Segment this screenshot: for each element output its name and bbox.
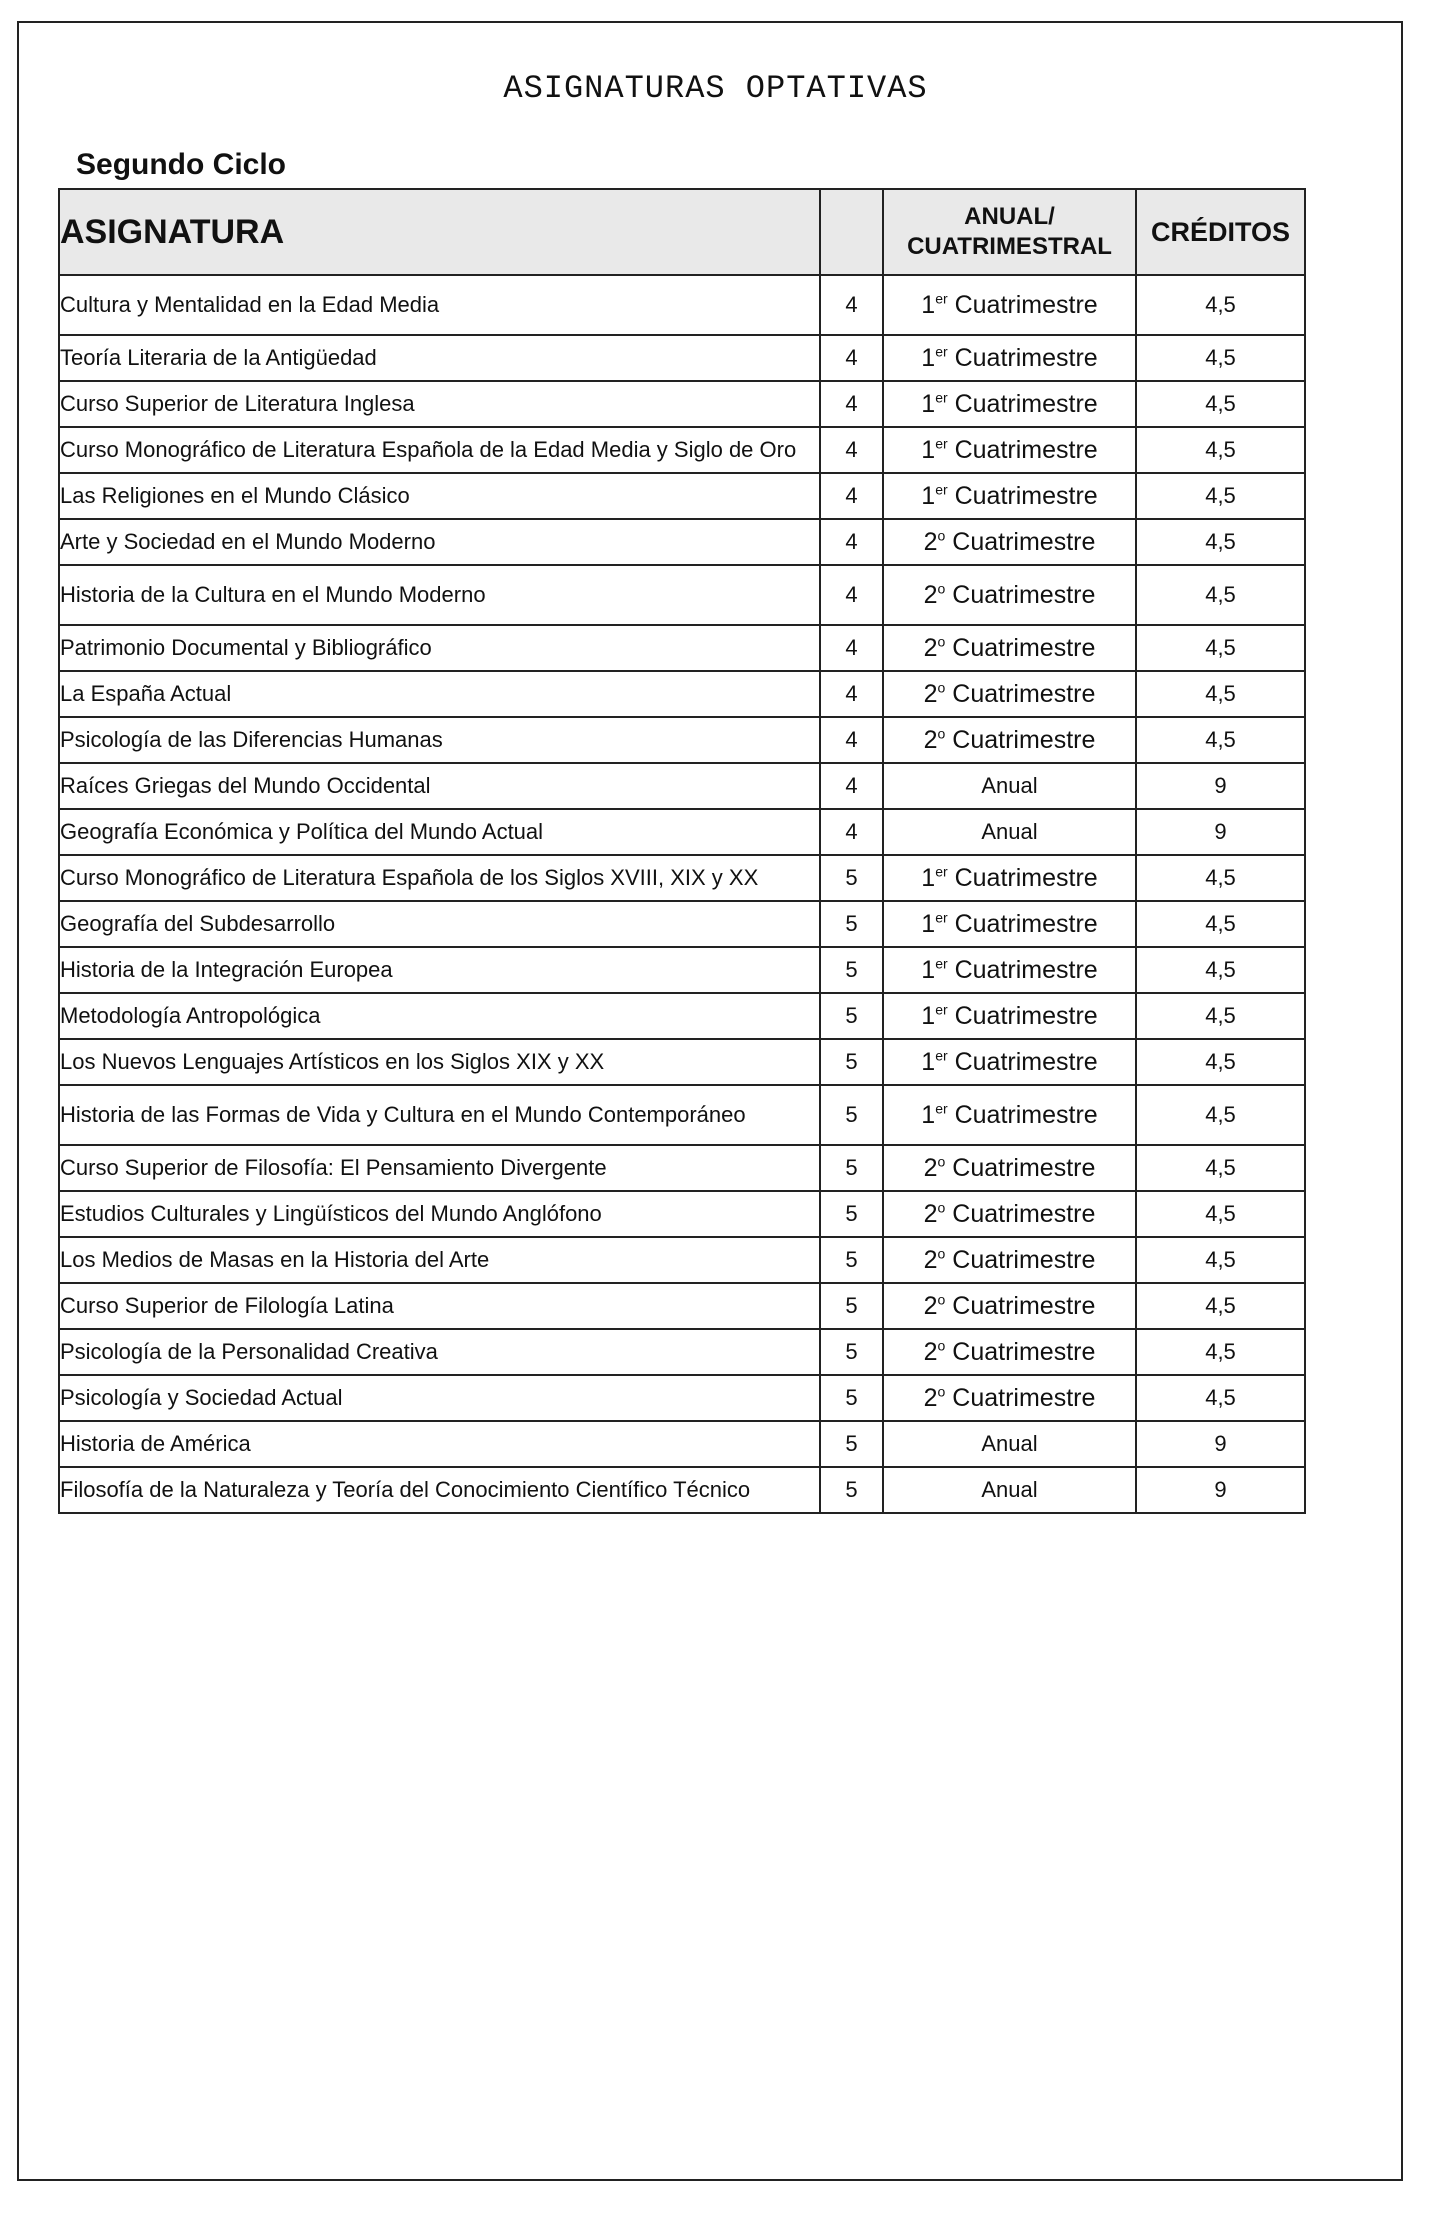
subject-cell: Psicología y Sociedad Actual (59, 1375, 820, 1421)
period-number: 2 (923, 1291, 938, 1320)
period-number: 2 (923, 633, 938, 662)
period-text: Cuatrimestre (947, 909, 1098, 938)
period-text: Cuatrimestre (945, 679, 1096, 708)
period-number: 1 (921, 1047, 936, 1076)
table-row (59, 763, 1305, 809)
subject-cell: Historia de la Integración Europea (59, 947, 820, 993)
period-cell (883, 335, 1136, 381)
year-cell: 5 (820, 1039, 883, 1085)
period-cell (883, 625, 1136, 671)
period-text: Cuatrimestre (947, 435, 1098, 464)
period-ordinal-suffix: o (937, 1153, 946, 1170)
period-text: Cuatrimestre (947, 389, 1098, 418)
credits-cell: 4,5 (1136, 901, 1305, 947)
period-text: Cuatrimestre (947, 481, 1098, 510)
table-row (59, 335, 1305, 381)
year-cell: 5 (820, 1329, 883, 1375)
year-cell: 4 (820, 473, 883, 519)
period-text: Cuatrimestre (945, 1153, 1096, 1182)
table-row (59, 473, 1305, 519)
subject-cell: Estudios Culturales y Lingüísticos del Mundo Anglófono (59, 1191, 820, 1237)
subject-cell: Patrimonio Documental y Bibliográfico (59, 625, 820, 671)
header-subject: ASIGNATURA (59, 189, 820, 275)
period-cell (883, 381, 1136, 427)
table-row (59, 671, 1305, 717)
period-number: 1 (921, 909, 936, 938)
credits-cell: 4,5 (1136, 275, 1305, 335)
period-text: Cuatrimestre (947, 1047, 1098, 1076)
credits-cell: 4,5 (1136, 1039, 1305, 1085)
period-ordinal-suffix: er (935, 343, 948, 360)
period-number: 1 (921, 389, 936, 418)
period-cell (883, 1375, 1136, 1421)
credits-cell: 4,5 (1136, 335, 1305, 381)
table-row (59, 1283, 1305, 1329)
period-number: 2 (923, 725, 938, 754)
year-cell: 5 (820, 993, 883, 1039)
subject-cell: Curso Superior de Filología Latina (59, 1283, 820, 1329)
year-cell: 5 (820, 1283, 883, 1329)
table-row (59, 381, 1305, 427)
year-cell: 5 (820, 1237, 883, 1283)
year-cell: 4 (820, 671, 883, 717)
year-cell: 4 (820, 381, 883, 427)
subject-cell: Los Medios de Masas en la Historia del Arte (59, 1237, 820, 1283)
subject-cell: Teoría Literaria de la Antigüedad (59, 335, 820, 381)
period-ordinal-suffix: er (935, 290, 948, 307)
year-cell: 5 (820, 947, 883, 993)
period-ordinal-suffix: er (935, 955, 948, 972)
table-row (59, 1375, 1305, 1421)
period-number: 1 (921, 343, 936, 372)
period-cell (883, 1191, 1136, 1237)
period-ordinal-suffix: er (935, 481, 948, 498)
period-text: Cuatrimestre (947, 1100, 1098, 1129)
period-ordinal-suffix: o (937, 1291, 946, 1308)
period-cell (883, 275, 1136, 335)
year-cell: 5 (820, 855, 883, 901)
table-row (59, 1039, 1305, 1085)
period-text: Cuatrimestre (945, 633, 1096, 662)
period-ordinal-suffix: er (935, 1001, 948, 1018)
period-text: Anual (981, 819, 1038, 844)
period-cell (883, 1145, 1136, 1191)
period-text: Cuatrimestre (947, 290, 1098, 319)
table-row (59, 901, 1305, 947)
period-text: Cuatrimestre (945, 580, 1096, 609)
period-number: 1 (921, 290, 936, 319)
period-ordinal-suffix: o (937, 527, 946, 544)
subjects-table (58, 188, 1306, 1514)
credits-cell: 9 (1136, 763, 1305, 809)
year-cell: 4 (820, 519, 883, 565)
credits-cell: 4,5 (1136, 1145, 1305, 1191)
table-row (59, 1145, 1305, 1191)
period-ordinal-suffix: er (935, 1047, 948, 1064)
period-ordinal-suffix: o (937, 633, 946, 650)
period-ordinal-suffix: o (937, 1337, 946, 1354)
period-number: 1 (921, 1100, 936, 1129)
header-period-line2: CUATRIMESTRAL (907, 233, 1112, 260)
period-number: 2 (923, 1245, 938, 1274)
period-text: Cuatrimestre (947, 955, 1098, 984)
header-period (883, 189, 1136, 275)
credits-cell: 9 (1136, 809, 1305, 855)
period-ordinal-suffix: o (937, 679, 946, 696)
year-cell: 4 (820, 565, 883, 625)
period-text: Anual (981, 1477, 1038, 1502)
period-cell (883, 565, 1136, 625)
subject-cell: Psicología de la Personalidad Creativa (59, 1329, 820, 1375)
period-number: 2 (923, 1199, 938, 1228)
table-row (59, 275, 1305, 335)
subject-cell: Curso Superior de Filosofía: El Pensamiento Divergente (59, 1145, 820, 1191)
year-cell: 4 (820, 809, 883, 855)
credits-cell: 4,5 (1136, 1237, 1305, 1283)
credits-cell: 9 (1136, 1467, 1305, 1513)
period-number: 2 (923, 1337, 938, 1366)
subject-cell: Arte y Sociedad en el Mundo Moderno (59, 519, 820, 565)
period-cell (883, 1421, 1136, 1467)
period-cell (883, 473, 1136, 519)
period-number: 2 (923, 580, 938, 609)
table-row (59, 1421, 1305, 1467)
period-number: 1 (921, 435, 936, 464)
period-number: 2 (923, 527, 938, 556)
credits-cell: 4,5 (1136, 427, 1305, 473)
period-number: 1 (921, 481, 936, 510)
period-cell (883, 809, 1136, 855)
subject-cell: Historia de la Cultura en el Mundo Moderno (59, 565, 820, 625)
year-cell: 4 (820, 335, 883, 381)
period-ordinal-suffix: er (935, 1100, 948, 1117)
credits-cell: 4,5 (1136, 625, 1305, 671)
period-cell (883, 1039, 1136, 1085)
subject-cell: Filosofía de la Naturaleza y Teoría del Conocimiento Científico Técnico (59, 1467, 820, 1513)
subject-cell: La España Actual (59, 671, 820, 717)
credits-cell: 9 (1136, 1421, 1305, 1467)
period-cell (883, 947, 1136, 993)
period-text: Cuatrimestre (947, 343, 1098, 372)
period-cell (883, 993, 1136, 1039)
period-ordinal-suffix: er (935, 909, 948, 926)
table-row (59, 993, 1305, 1039)
table-row (59, 1329, 1305, 1375)
period-cell (883, 717, 1136, 763)
period-text: Cuatrimestre (947, 1001, 1098, 1030)
table-row (59, 1237, 1305, 1283)
subject-cell: Psicología de las Diferencias Humanas (59, 717, 820, 763)
subject-cell: Metodología Antropológica (59, 993, 820, 1039)
section-title: Segundo Ciclo (76, 148, 286, 181)
table-row (59, 717, 1305, 763)
subject-cell: Curso Monográfico de Literatura Española de los Siglos XVIII, XIX y XX (59, 855, 820, 901)
period-ordinal-suffix: o (937, 580, 946, 597)
credits-cell: 4,5 (1136, 717, 1305, 763)
credits-cell: 4,5 (1136, 993, 1305, 1039)
period-text: Cuatrimestre (945, 1337, 1096, 1366)
year-cell: 5 (820, 901, 883, 947)
period-number: 1 (921, 1001, 936, 1030)
period-cell (883, 855, 1136, 901)
year-cell: 5 (820, 1467, 883, 1513)
period-ordinal-suffix: o (937, 1199, 946, 1216)
credits-cell: 4,5 (1136, 1375, 1305, 1421)
period-number: 2 (923, 1383, 938, 1412)
period-cell (883, 1237, 1136, 1283)
table-row (59, 427, 1305, 473)
year-cell: 4 (820, 717, 883, 763)
subject-cell: Historia de las Formas de Vida y Cultura en el Mundo Contemporáneo (59, 1085, 820, 1145)
period-number: 1 (921, 863, 936, 892)
period-ordinal-suffix: o (937, 1245, 946, 1262)
credits-cell: 4,5 (1136, 1191, 1305, 1237)
period-cell (883, 1283, 1136, 1329)
table-row (59, 809, 1305, 855)
period-text: Anual (981, 773, 1038, 798)
period-cell (883, 1467, 1136, 1513)
credits-cell: 4,5 (1136, 1283, 1305, 1329)
period-cell (883, 1085, 1136, 1145)
year-cell: 4 (820, 763, 883, 809)
credits-cell: 4,5 (1136, 947, 1305, 993)
credits-cell: 4,5 (1136, 671, 1305, 717)
period-cell (883, 901, 1136, 947)
period-cell (883, 427, 1136, 473)
credits-cell: 4,5 (1136, 1329, 1305, 1375)
subject-cell: Raíces Griegas del Mundo Occidental (59, 763, 820, 809)
period-text: Cuatrimestre (945, 1199, 1096, 1228)
period-text: Cuatrimestre (945, 725, 1096, 754)
table-row (59, 625, 1305, 671)
period-cell (883, 671, 1136, 717)
header-period-line1: ANUAL/ (964, 203, 1055, 230)
table-row (59, 1467, 1305, 1513)
period-ordinal-suffix: o (937, 1383, 946, 1400)
period-ordinal-suffix: er (935, 435, 948, 452)
year-cell: 5 (820, 1145, 883, 1191)
header-credits: CRÉDITOS (1136, 189, 1305, 275)
period-cell (883, 519, 1136, 565)
subject-cell: Cultura y Mentalidad en la Edad Media (59, 275, 820, 335)
credits-cell: 4,5 (1136, 855, 1305, 901)
header-year (820, 189, 883, 275)
period-number: 2 (923, 1153, 938, 1182)
table-row (59, 855, 1305, 901)
period-text: Cuatrimestre (945, 527, 1096, 556)
period-text: Cuatrimestre (945, 1383, 1096, 1412)
subject-cell: Geografía del Subdesarrollo (59, 901, 820, 947)
subject-cell: Curso Superior de Literatura Inglesa (59, 381, 820, 427)
year-cell: 5 (820, 1375, 883, 1421)
period-ordinal-suffix: er (935, 389, 948, 406)
table-row (59, 1191, 1305, 1237)
period-text: Anual (981, 1431, 1038, 1456)
table-row (59, 565, 1305, 625)
subject-cell: Las Religiones en el Mundo Clásico (59, 473, 820, 519)
subject-cell: Geografía Económica y Política del Mundo Actual (59, 809, 820, 855)
subject-cell: Curso Monográfico de Literatura Española de la Edad Media y Siglo de Oro (59, 427, 820, 473)
year-cell: 4 (820, 275, 883, 335)
table-row (59, 519, 1305, 565)
year-cell: 4 (820, 625, 883, 671)
credits-cell: 4,5 (1136, 381, 1305, 427)
table-row (59, 1085, 1305, 1145)
table-header-row (59, 189, 1305, 275)
year-cell: 4 (820, 427, 883, 473)
period-text: Cuatrimestre (947, 863, 1098, 892)
period-ordinal-suffix: o (937, 725, 946, 742)
period-text: Cuatrimestre (945, 1245, 1096, 1274)
table-body (59, 275, 1305, 1513)
period-number: 2 (923, 679, 938, 708)
year-cell: 5 (820, 1085, 883, 1145)
period-ordinal-suffix: er (935, 863, 948, 880)
period-text: Cuatrimestre (945, 1291, 1096, 1320)
credits-cell: 4,5 (1136, 565, 1305, 625)
document-title: ASIGNATURAS OPTATIVAS (503, 70, 928, 107)
period-number: 1 (921, 955, 936, 984)
credits-cell: 4,5 (1136, 519, 1305, 565)
table-row (59, 947, 1305, 993)
year-cell: 5 (820, 1191, 883, 1237)
subject-cell: Los Nuevos Lenguajes Artísticos en los Siglos XIX y XX (59, 1039, 820, 1085)
subject-cell: Historia de América (59, 1421, 820, 1467)
credits-cell: 4,5 (1136, 473, 1305, 519)
period-cell (883, 1329, 1136, 1375)
period-cell (883, 763, 1136, 809)
credits-cell: 4,5 (1136, 1085, 1305, 1145)
year-cell: 5 (820, 1421, 883, 1467)
